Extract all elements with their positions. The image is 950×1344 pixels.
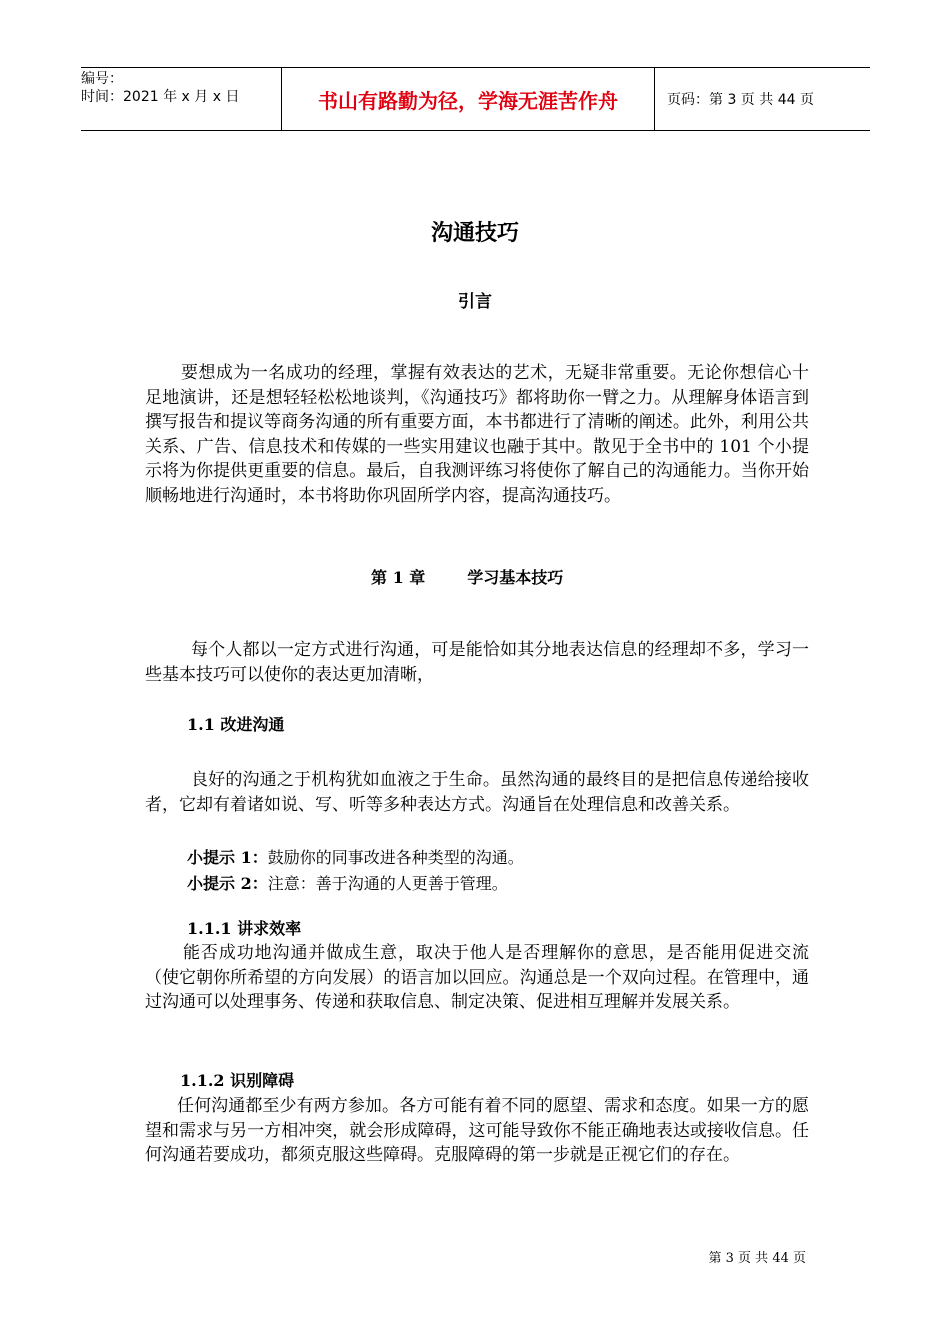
header-page-info: 页码：第 3 页 共 44 页 (667, 92, 814, 108)
section-heading-1-1-1: 1.1.1 讲求效率 (187, 919, 302, 938)
chapter-title: 学习基本技巧 (467, 568, 564, 587)
section-heading-1-1: 1.1 改进沟通 (187, 715, 285, 734)
tip-2-label: 小提示 2： (187, 874, 268, 893)
tip-1-text: 鼓励你的同事改进各种类型的沟通。 (267, 848, 524, 867)
header-motto: 书山有路勤为径，学海无涯苦作舟 (281, 68, 655, 130)
section-heading-1-1-2: 1.1.2 识别障碍 (180, 1071, 295, 1090)
document-subtitle: 引言 (458, 292, 492, 312)
document-title: 沟通技巧 (430, 220, 519, 246)
section-1-1-paragraph: 良好的沟通之于机构犹如血液之于生命。虽然沟通的最终目的是把信息传递给接收者，它却有着诸如说、写、听等多种表达方式。沟通旨在处理信息和改善关系。 (145, 770, 809, 815)
tip-2-text: 注意：善于沟通的人更善于管理。 (267, 874, 508, 893)
section-1-1-1-paragraph: 能否成功地沟通并做成生意，取决于他人是否理解你的意思，是否能用促进交流（使它朝你所希望的方向发展）的语言加以回应。沟通总是一个双向过程。在管理中，通过沟通可以处理事务、传递和获取信息、制定决策、促进相互理解并发展关系。 (145, 943, 809, 1012)
chapter-intro-paragraph: 每个人都以一定方式进行沟通，可是能恰如其分地表达信息的经理却不多，学习一些基本技巧可以使你的表达更加清晰， (145, 640, 809, 685)
section-1-1-2-paragraph: 任何沟通都至少有两方参加。各方可能有着不同的愿望、需求和态度。如果一方的愿望和需求与另一方相冲突，就会形成障碍，这可能导致你不能正确地表达或接收信息。任何沟通若要成功，都须克服这些障碍。克服障碍的第一步就是正视它们的存在。 (145, 1096, 809, 1165)
chapter-heading (371, 565, 563, 588)
header-meta (81, 68, 281, 130)
time-label: 时间：2021 年 x 月 x 日 (81, 89, 240, 105)
chapter-number: 第 1 章 (371, 568, 426, 587)
page-footer: 第 3 页 共 44 页 (708, 1251, 806, 1266)
tip-1-label: 小提示 1： (187, 848, 268, 867)
intro-paragraph: 要想成为一名成功的经理，掌握有效表达的艺术，无疑非常重要。无论你想信心十足地演讲，还是想轻轻松松地谈判，《沟通技巧》都将助你一臂之力。从理解身体语言到撰写报告和提议等商务沟通的所有重要方面，本书都进行了清晰的阐述。此外，利用公共关系、广告、信息技术和传媒的一些实用建议也融于其中。散见于全书中的 101 个小提示将为你提供更重要的信息。最后，自我测评练习将使你了解自己的沟通能力。当你开始顺畅地进行沟通时，本书将助你巩固所学内容，提高沟通技巧。 (145, 363, 809, 506)
tip-1 (187, 845, 524, 868)
tip-2 (187, 871, 508, 894)
number-label: 编号： (81, 71, 123, 87)
page-header (81, 67, 870, 131)
